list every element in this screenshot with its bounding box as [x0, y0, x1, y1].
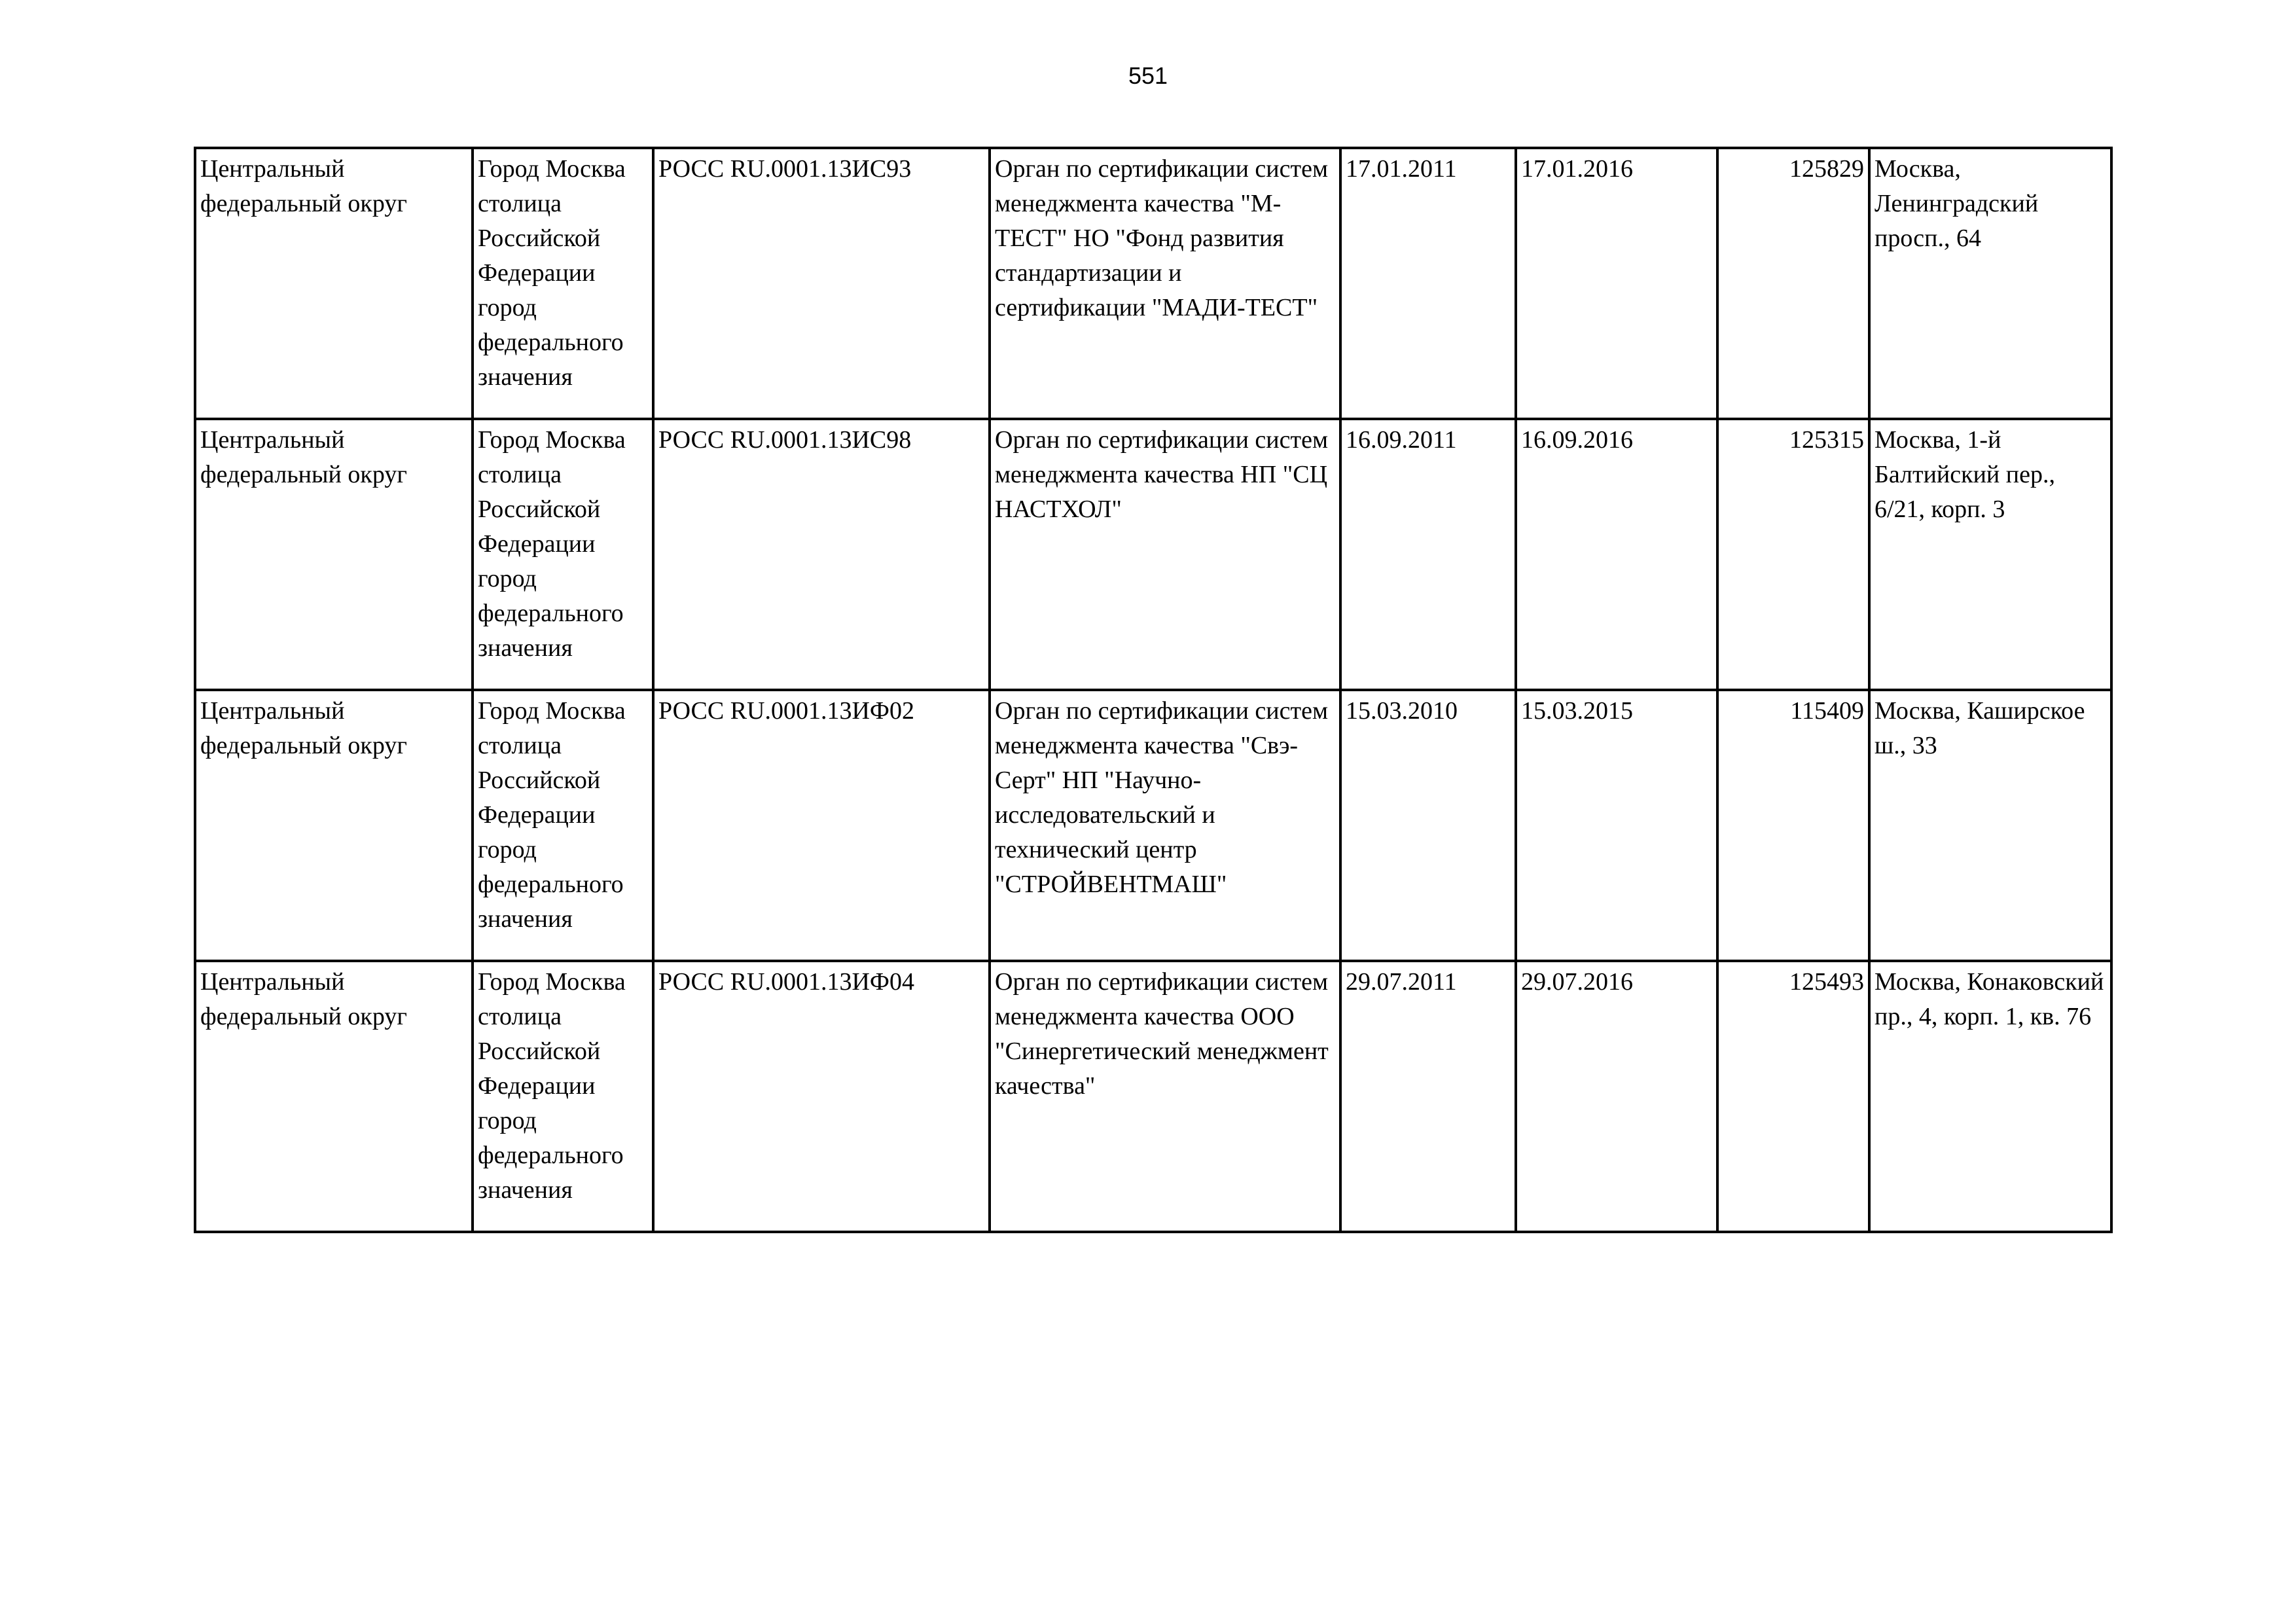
postcode-cell: 125493: [1717, 961, 1869, 1232]
certification-body-cell: Орган по сертификации систем менеджмента качества "Свэ-Серт" НП "Научно-исследовательский и технический центр "СТРОЙВЕНТМАШ": [990, 690, 1340, 961]
district-cell: Центральный федеральный округ: [195, 148, 473, 419]
certification-body-cell: Орган по сертификации систем менеджмента качества "М-ТЕСТ" НО "Фонд развития стандартизации и сертификации "МАДИ-ТЕСТ": [990, 148, 1340, 419]
region-cell: Город Москва столица Российской Федерации город федерального значения: [473, 961, 653, 1232]
registration-number-cell: РОСС RU.0001.13ИС98: [653, 419, 990, 690]
district-cell: Центральный федеральный округ: [195, 961, 473, 1232]
certification-body-cell: Орган по сертификации систем менеджмента качества НП "СЦ НАСТХОЛ": [990, 419, 1340, 690]
region-cell: Город Москва столица Российской Федерации город федерального значения: [473, 419, 653, 690]
table-row: [195, 961, 2111, 1232]
date-expires-cell: 29.07.2016: [1516, 961, 1717, 1232]
table-row: [195, 148, 2111, 419]
postcode-cell: 125315: [1717, 419, 1869, 690]
district-cell: Центральный федеральный округ: [195, 419, 473, 690]
table-row: [195, 419, 2111, 690]
address-cell: Москва, Конаковский пр., 4, корп. 1, кв. 76: [1869, 961, 2111, 1232]
region-cell: Город Москва столица Российской Федерации город федерального значения: [473, 690, 653, 961]
date-issued-cell: 15.03.2010: [1340, 690, 1516, 961]
registration-number-cell: РОСС RU.0001.13ИФ04: [653, 961, 990, 1232]
postcode-cell: 125829: [1717, 148, 1869, 419]
certification-registry-table: [194, 147, 2113, 1233]
postcode-cell: 115409: [1717, 690, 1869, 961]
address-cell: Москва, 1-й Балтийский пер., 6/21, корп. 3: [1869, 419, 2111, 690]
date-issued-cell: 17.01.2011: [1340, 148, 1516, 419]
table-row: [195, 690, 2111, 961]
district-cell: Центральный федеральный округ: [195, 690, 473, 961]
region-cell: Город Москва столица Российской Федерации город федерального значения: [473, 148, 653, 419]
date-expires-cell: 17.01.2016: [1516, 148, 1717, 419]
date-issued-cell: 29.07.2011: [1340, 961, 1516, 1232]
registration-number-cell: РОСС RU.0001.13ИС93: [653, 148, 990, 419]
certification-body-cell: Орган по сертификации систем менеджмента качества ООО "Синергетический менеджмент качества": [990, 961, 1340, 1232]
address-cell: Москва, Ленинградский просп., 64: [1869, 148, 2111, 419]
date-expires-cell: 16.09.2016: [1516, 419, 1717, 690]
page-number: 551: [1128, 62, 1168, 89]
registration-number-cell: РОСС RU.0001.13ИФ02: [653, 690, 990, 961]
date-expires-cell: 15.03.2015: [1516, 690, 1717, 961]
date-issued-cell: 16.09.2011: [1340, 419, 1516, 690]
address-cell: Москва, Каширское ш., 33: [1869, 690, 2111, 961]
